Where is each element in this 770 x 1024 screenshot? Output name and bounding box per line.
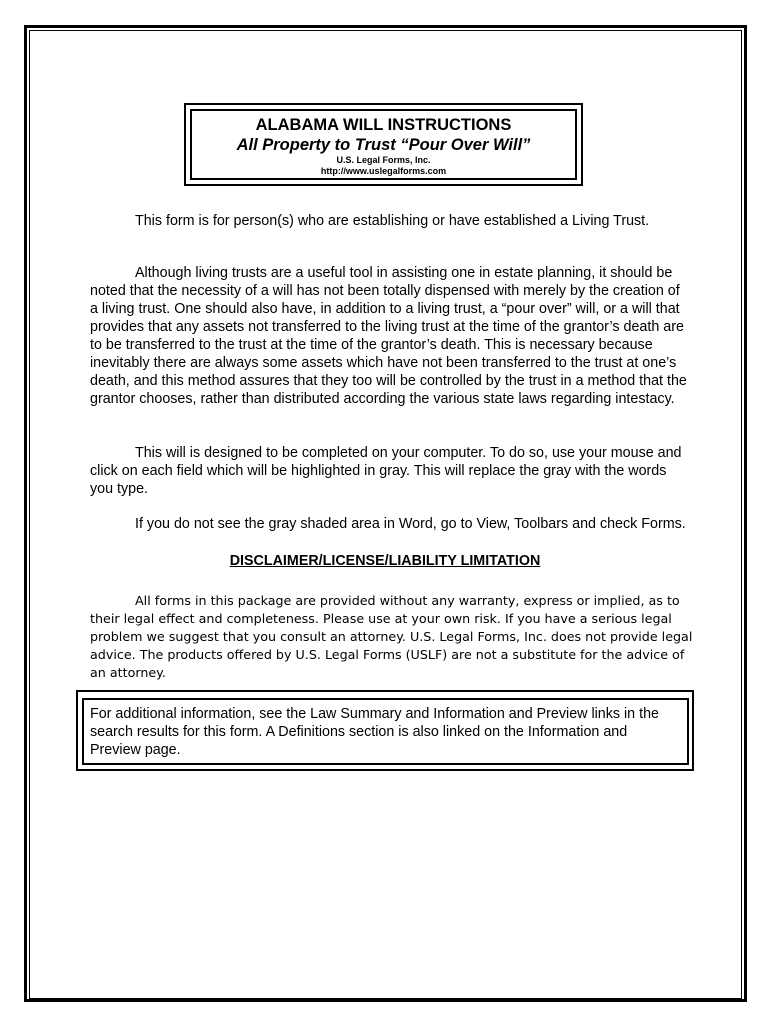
paragraph-1: This form is for person(s) who are establishing or have established a Living Trust. (135, 213, 650, 229)
paragraph-2: Although living trusts are a useful tool in assisting one in estate planning, it should be noted that the necessity of a will has not been totally dispensed with merely by the creation of a living trust. One should also have, in addition to a living trust, a “pour over” will, or a will that provides that any assets not transferred to the living trust at the time of the grantor’s death are to be transferred to the trust at the time of the grantor’s death. This is necessary because inevitably there are always some assets which have not been transferred to the trust at one’s death, and this method assures that they too will be controlled by the trust in a method that the grantor chooses, rather than distributed according the various state laws regarding intestacy. (90, 265, 687, 407)
company-name: U.S. Legal Forms, Inc. (336, 155, 431, 165)
disclaimer-heading: DISCLAIMER/LICENSE/LIABILITY LIMITATION (229, 553, 541, 569)
document-subtitle: All Property to Trust “Pour Over Will” (236, 136, 531, 154)
title-box (190, 109, 577, 180)
disclaimer-text: All forms in this package are provided without any warranty, express or implied, as to their legal effect and completeness. Please use at your own risk. If you have a serious legal problem we suggest that you consult an attorney. U.S. Legal Forms, Inc. does not provide legal advice. The products offered by U.S. Legal Forms (USLF) are not a substitute for the advice of an attorney. (90, 593, 693, 680)
document-title: ALABAMA WILL INSTRUCTIONS (255, 116, 512, 134)
paragraph-4: If you do not see the gray shaded area in Word, go to View, Toolbars and check Forms. (135, 516, 686, 532)
info-box: For additional information, see the Law Summary and Information and Preview links in the search results for this form. A Definitions section is also linked on the Information and Preview page. (82, 698, 689, 765)
company-url: http://www.uslegalforms.com (320, 166, 447, 176)
paragraph-3: This will is designed to be completed on your computer. To do so, use your mouse and click on each field which will be highlighted in gray. This will replace the gray with the words you type. (90, 445, 682, 497)
